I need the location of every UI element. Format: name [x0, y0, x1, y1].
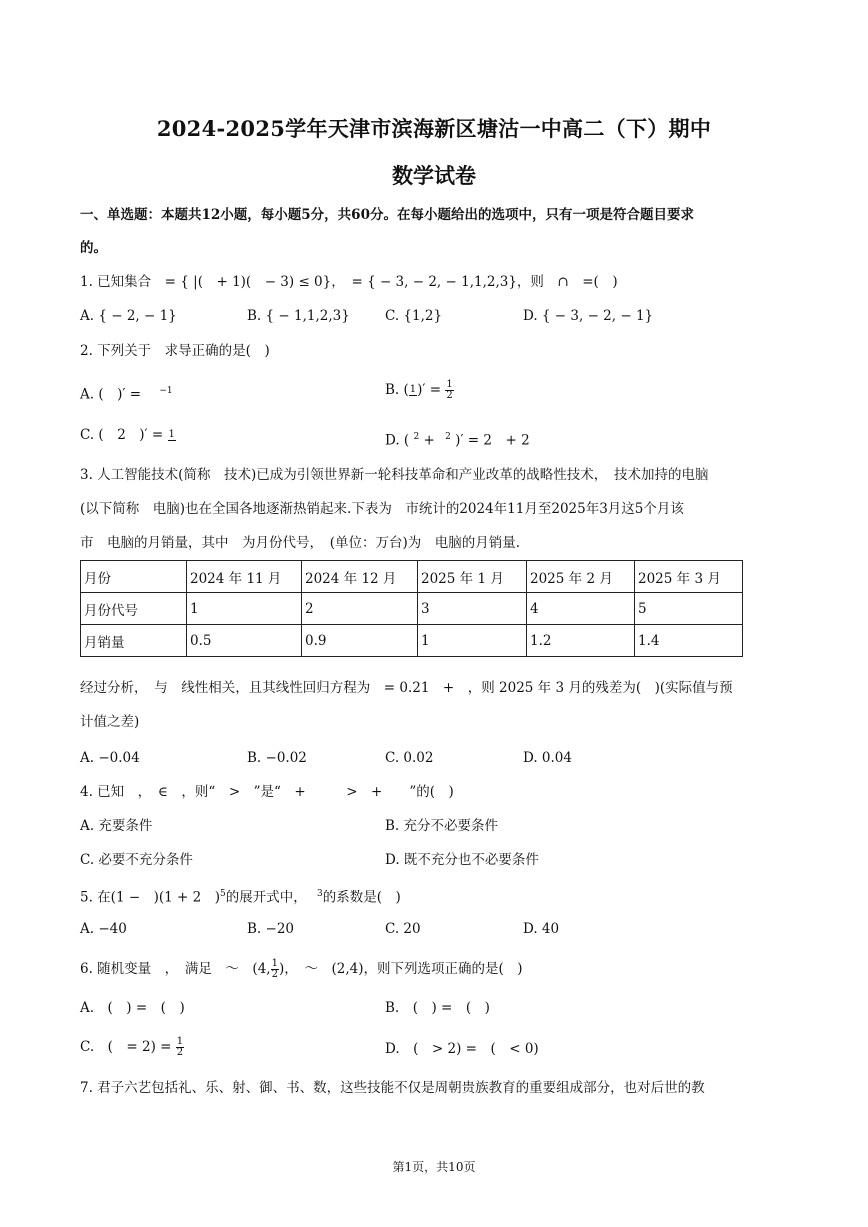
table-cell: 2025 年 3 月 — [635, 561, 743, 593]
question-1-stem: 1. 已知集合 = { |( + 1)( − 3) ≤ 0}， = { − 3, − 2, − 1,1,2,3}，则 ∩ =( ) — [80, 274, 618, 290]
q6-fraction: $\frac{1}{2}$ — [271, 958, 278, 980]
table-cell: 1 — [187, 593, 302, 625]
table-cell: 月销量 — [81, 625, 187, 657]
option-d-exp2: 2 — [445, 432, 451, 442]
option-a-exponent: −1 — [159, 386, 173, 396]
question-3-line-5: 计值之差) — [80, 714, 140, 730]
question-3-option-c: C. 0.02 — [385, 750, 434, 766]
question-3-line-2: (以下简称 电脑)也在全国各地逐渐热销起来.下表为 市统计的2024年11月至2025年3月这5个月该 — [80, 501, 684, 517]
question-5-stem — [80, 885, 401, 907]
question-4-option-a: A. 充要条件 — [80, 818, 153, 834]
option-b-text: B. ( — [385, 382, 409, 398]
option-b-mid: )′ = — [417, 382, 442, 398]
question-2-option-b — [385, 380, 454, 401]
question-5-option-a: A. −40 — [80, 921, 127, 937]
table-row — [81, 561, 743, 593]
table-row — [81, 593, 743, 625]
q6-text-2: )， ～ (2,4)，则下列选项正确的是( ) — [278, 961, 523, 977]
table-cell: 2025 年 2 月 — [527, 561, 635, 593]
table-cell: 0.9 — [302, 625, 418, 657]
q5-text-3: 的系数是( ) — [322, 889, 401, 906]
table-cell: 2025 年 1 月 — [418, 561, 527, 593]
option-d-rest: )′ = 2 + 2 — [455, 432, 530, 449]
question-1-option-a: A. { − 2, − 1} — [80, 308, 177, 324]
question-5-option-c: C. 20 — [385, 921, 421, 937]
question-2-stem: 2. 下列关于 求导正确的是( ) — [80, 343, 270, 359]
question-3-line-1: 3. 人工智能技术(简称 技术)已成为引领世界新一轮科技革命和产业改革的战略性技术， 技术加持的电脑 — [80, 467, 709, 483]
q5-text-1: 5. 在(1 − )(1 + 2 ) — [80, 889, 221, 906]
table-row — [81, 625, 743, 657]
question-3-option-d: D. 0.04 — [523, 750, 572, 766]
question-6-stem — [80, 959, 523, 980]
table-cell: 月份 — [81, 561, 187, 593]
question-4-option-c: C. 必要不充分条件 — [80, 852, 193, 868]
question-6-option-d: D. ( > 2) = ( < 0) — [385, 1041, 539, 1057]
table-cell: 5 — [635, 593, 743, 625]
question-3-option-b: B. −0.02 — [247, 750, 307, 766]
question-4-option-d: D. 既不充分也不必要条件 — [385, 852, 539, 868]
option-d-exp1: 2 — [413, 432, 420, 442]
table-cell: 1.2 — [527, 625, 635, 657]
q6-option-c-fraction: $\frac{1}{2}$ — [176, 1036, 184, 1058]
question-6-option-a: A. ( ) = ( ) — [80, 1000, 185, 1016]
question-5-option-b: B. −20 — [247, 921, 294, 937]
question-2-option-c — [80, 426, 176, 444]
question-2-option-a — [80, 382, 173, 404]
page-subtitle: 数学试卷 — [392, 163, 476, 188]
option-b-fraction-2: $\frac{1}{2}$ — [446, 379, 453, 401]
option-b-fraction: 1 — [409, 384, 417, 395]
q5-text-2: 的展开式中， — [225, 889, 307, 906]
question-4-stem: 4. 已知 ， ∈ ，则“ > ”是“ + > + ”的( ) — [80, 784, 454, 800]
question-6-option-c — [80, 1037, 184, 1058]
section-heading: 一、单选题：本题共12小题，每小题5分，共60分。在每小题给出的选项中，只有一项是符合题目要求 — [80, 207, 694, 223]
question-7-line-1: 7. 君子六艺包括礼、乐、射、御、书、数，这些技能不仅是周朝贵族教育的重要组成部分，也对后世的教 — [80, 1080, 705, 1096]
option-d-text: D. ( — [385, 432, 410, 449]
question-3-line-3: 市 电脑的月销量，其中 为月份代号， (单位：万台)为 电脑的月销量. — [80, 535, 521, 551]
question-1-option-d: D. { − 3, − 2, − 1} — [523, 308, 654, 324]
table-cell: 2024 年 12 月 — [302, 561, 418, 593]
table-cell: 3 — [418, 593, 527, 625]
question-6-option-b: B. ( ) = ( ) — [385, 1000, 490, 1016]
question-3-line-4: 经过分析， 与 线性相关，且其线性回归方程为 = 0.21 + ，则 2025 年 3 月的残差为( )(实际值与预 — [80, 680, 733, 696]
question-1-option-b: B. { − 1,1,2,3} — [247, 308, 350, 324]
page-footer: 第1页，共10页 — [392, 1160, 476, 1174]
table-cell: 1.4 — [635, 625, 743, 657]
question-3-option-a: A. −0.04 — [80, 750, 140, 766]
table-cell: 2024 年 11 月 — [187, 561, 302, 593]
question-2-option-d — [385, 428, 530, 450]
option-c-text: C. ( 2 )′ = — [80, 427, 164, 443]
q5-exponent-1: 5 — [220, 889, 226, 899]
question-4-option-b: B. 充分不必要条件 — [385, 818, 499, 834]
sales-table — [80, 560, 743, 657]
option-d-plus: + — [423, 432, 435, 449]
page-title: 2024-2025学年天津市滨海新区塘沽一中高二（下）期中 — [156, 116, 712, 141]
q6-text-1: 6. 随机变量 ， 满足 ～ (4, — [80, 961, 271, 977]
table-cell: 0.5 — [187, 625, 302, 657]
question-5-option-d: D. 40 — [523, 921, 560, 937]
option-a-text: A. ( )′ = — [80, 386, 142, 403]
question-1-option-c: C. {1,2} — [385, 308, 443, 324]
q5-exponent-2: 3 — [317, 889, 323, 899]
section-heading-cont: 的。 — [80, 240, 107, 256]
table-cell: 4 — [527, 593, 635, 625]
option-c-fraction: 1 — [168, 429, 175, 440]
table-cell: 1 — [418, 625, 527, 657]
q6-option-c-text: C. ( = 2) = — [80, 1039, 172, 1055]
table-cell: 月份代号 — [81, 593, 187, 625]
table-cell: 2 — [302, 593, 418, 625]
